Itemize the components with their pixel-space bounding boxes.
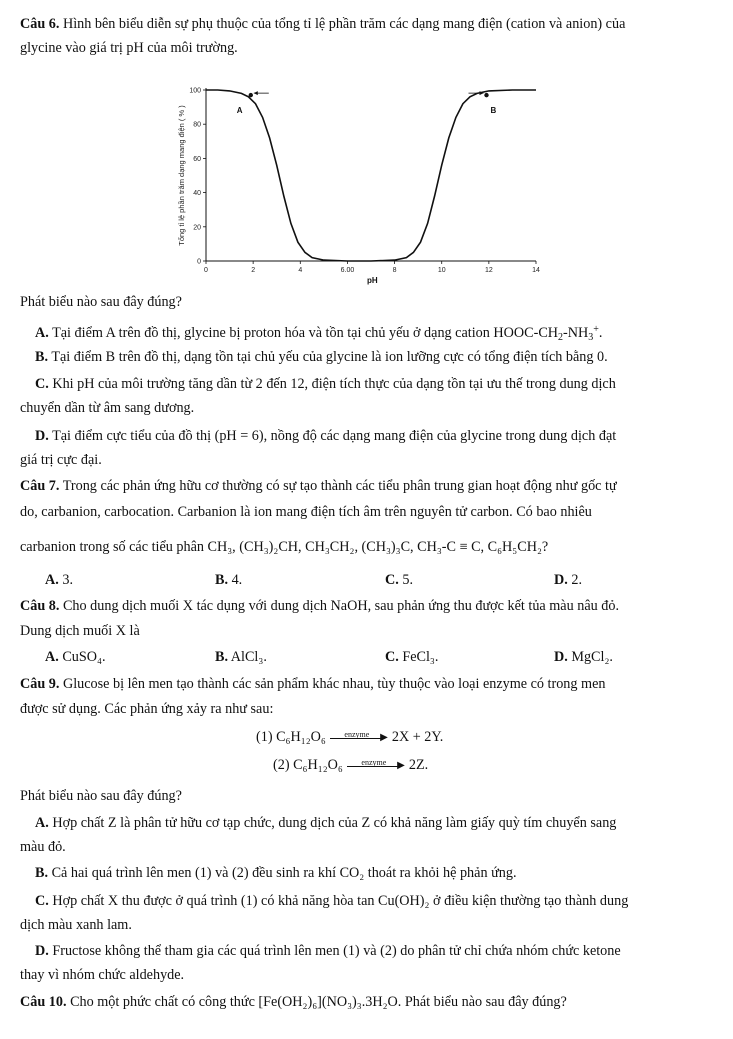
q8-line2: Dung dịch muối X là bbox=[20, 623, 140, 639]
chart-xlabel: pH bbox=[367, 276, 378, 285]
q6-stem-line2: glycine vào giá trị pH của môi trường. bbox=[20, 40, 238, 56]
q9-option-b bbox=[35, 863, 517, 883]
q6-option-b-text: Tại điểm B trên đồ thị, dạng tồn tại chủ yếu của glycine là ion lưỡng cực có tổng điện tích bằng 0. bbox=[51, 349, 608, 365]
q9-line2: được sử dụng. Các phản ứng xảy ra như sau: bbox=[20, 701, 274, 717]
q8-text-line1: Cho dung dịch muối X tác dụng với dung dịch NaOH, sau phản ứng thu được kết tủa màu nâu đỏ. bbox=[62, 598, 619, 614]
q9-text-line1: Glucose bị lên men tạo thành các sản phẩm khác nhau, tùy thuộc vào loại enzyme có trong men bbox=[62, 676, 606, 692]
arrow-enzyme-label: enzyme bbox=[361, 757, 387, 767]
q7-option-a bbox=[45, 570, 73, 590]
q6-option-c-label: C. bbox=[35, 376, 49, 392]
q6-option-d-text: Tại điểm cực tiểu của đồ thị (pH = 6), nồng độ các dạng mang điện của glycine trong dung dịch đạt bbox=[52, 428, 617, 444]
q8-option-d-label: D. bbox=[554, 649, 568, 665]
q6-option-d-line2: giá trị cực đại. bbox=[20, 452, 102, 468]
q8-option-b bbox=[215, 647, 267, 667]
q6-option-b bbox=[35, 347, 608, 367]
q6-option-a-sup: + bbox=[593, 324, 599, 335]
q6-option-c-line2: chuyển dần từ âm sang dương. bbox=[20, 400, 195, 416]
reaction-arrow-icon: enzyme ▶ bbox=[347, 759, 405, 773]
q8-option-c-value: FeCl₃. bbox=[402, 649, 439, 665]
q6-option-d-label: D. bbox=[35, 428, 49, 444]
q9-reaction-2-lhs: (2) C₆H₁₂O₆ bbox=[273, 757, 343, 773]
x-tick-label: 14 bbox=[532, 267, 540, 274]
q9-option-d-line1 bbox=[35, 941, 621, 961]
q7-text-line1: Trong các phản ứng hữu cơ thường có sự tạo thành các tiểu phân trung gian hoạt động như gốc tự bbox=[62, 478, 617, 494]
q10-text: Cho một phức chất có công thức [Fe(OH₂)₆](NO₃)₃.3H₂O. Phát biểu nào sau đây đúng? bbox=[70, 994, 567, 1010]
chart-ylabel: Tổng tỉ lệ phần trăm dạng mang điện ( % ) bbox=[177, 105, 186, 246]
q8-option-b-value: AlCl₃. bbox=[230, 649, 267, 665]
q9-reaction-1-rhs: 2X + 2Y. bbox=[391, 729, 444, 745]
q7-option-d-value: 2. bbox=[571, 572, 582, 588]
q7-option-c-label: C. bbox=[385, 572, 399, 588]
q9-option-c-line2: dịch màu xanh lam. bbox=[20, 917, 132, 933]
q7-text-line3: carbanion trong số các tiểu phân bbox=[20, 539, 204, 555]
q9-reaction-2 bbox=[273, 755, 428, 775]
q9-option-c-text: Hợp chất X thu được ở quá trình (1) có khả năng hòa tan Cu(OH)₂ ở điều kiện thường tạo thành dung bbox=[52, 893, 629, 909]
q6-option-a-end: . bbox=[598, 325, 603, 341]
y-tick-label: 20 bbox=[193, 224, 201, 232]
q8-option-a bbox=[45, 647, 106, 667]
q7-number: Câu 7. bbox=[20, 478, 60, 494]
y-tick-label: 100 bbox=[189, 87, 201, 95]
y-tick-label: 0 bbox=[197, 258, 201, 266]
q6-stem-text: Hình bên biểu diễn sự phụ thuộc của tổng tỉ lệ phần trăm các dạng mang điện (cation và anion) của bbox=[62, 16, 626, 32]
x-tick-label: 2 bbox=[251, 267, 256, 274]
q8-number: Câu 8. bbox=[20, 598, 60, 614]
q9-reaction-1 bbox=[256, 727, 443, 747]
y-tick-label: 40 bbox=[193, 190, 201, 198]
q10-line bbox=[20, 992, 567, 1012]
q9-prompt: Phát biểu nào sau đây đúng? bbox=[20, 788, 182, 804]
y-tick-label: 60 bbox=[193, 155, 201, 163]
point-a-arrowhead bbox=[254, 91, 258, 95]
q9-option-a-line2: màu đỏ. bbox=[20, 839, 66, 855]
chart-annotation-a: A bbox=[236, 105, 243, 115]
q6-option-a-sub2: 3 bbox=[588, 332, 594, 343]
q7-option-b-value: 4. bbox=[231, 572, 243, 588]
x-tick-label: 0 bbox=[204, 267, 208, 274]
q6-option-a-mid: -NH bbox=[563, 325, 589, 341]
q7-option-d bbox=[554, 570, 582, 590]
q6-number: Câu 6. bbox=[20, 16, 60, 32]
y-tick-label: 80 bbox=[193, 121, 201, 129]
q7-option-b-label: B. bbox=[215, 572, 229, 588]
q8-option-a-value: CuSO₄. bbox=[62, 649, 106, 665]
q8-option-c bbox=[385, 647, 438, 667]
q6-option-a-sub: 2 bbox=[558, 332, 564, 343]
q9-line1 bbox=[20, 674, 605, 694]
reaction-arrow-icon: enzyme ▶ bbox=[330, 731, 388, 745]
q9-option-d-label: D. bbox=[35, 943, 49, 959]
q9-option-b-label: B. bbox=[35, 865, 49, 881]
q7-option-a-label: A. bbox=[45, 572, 59, 588]
q9-option-c-label: C. bbox=[35, 893, 49, 909]
q7-line2: do, carbanion, carbocation. Carbanion là ion mang điện tích âm trên nguyên tử carbon. Có bao nhiêu bbox=[20, 504, 592, 520]
q9-option-a-text: Hợp chất Z là phân tử hữu cơ tạp chức, dung dịch của Z có khả năng làm giấy quỳ tím chuyển sang bbox=[52, 815, 617, 831]
q9-option-d-text: Fructose không thể tham gia các quá trình lên men (1) và (2) do phân tử chỉ chứa nhóm chức ketone bbox=[52, 943, 621, 959]
q8-option-d bbox=[554, 647, 613, 667]
q9-option-b-text: Cả hai quá trình lên men (1) và (2) đều sinh ra khí CO₂ thoát ra khỏi hệ phản ứng. bbox=[51, 865, 517, 881]
q6-option-d-line1 bbox=[35, 426, 616, 446]
q9-reaction-2-rhs: 2Z. bbox=[408, 757, 429, 773]
q8-line1 bbox=[20, 596, 619, 616]
q6-option-a-label: A. bbox=[35, 325, 49, 341]
glycine-ph-chart bbox=[170, 78, 550, 288]
q6-prompt: Phát biểu nào sau đây đúng? bbox=[20, 294, 182, 310]
q8-option-d-value: MgCl₂. bbox=[571, 649, 613, 665]
x-tick-label: 6.00 bbox=[340, 267, 355, 274]
q7-line1 bbox=[20, 476, 617, 496]
point-b-marker bbox=[484, 93, 488, 97]
q6-option-a-text: Tại điểm A trên đồ thị, glycine bị proton hóa và tồn tại chủ yếu ở dạng cation HOOC-CH bbox=[52, 325, 559, 341]
q9-option-a-line1 bbox=[35, 813, 616, 833]
q9-reaction-1-lhs: (1) C₆H₁₂O₆ bbox=[256, 729, 326, 745]
q7-option-c-value: 5. bbox=[402, 572, 413, 588]
x-tick-label: 12 bbox=[484, 267, 493, 274]
x-tick-label: 8 bbox=[392, 267, 397, 274]
q8-option-a-label: A. bbox=[45, 649, 59, 665]
chart-axes bbox=[206, 88, 536, 261]
q8-option-b-label: B. bbox=[215, 649, 229, 665]
q6-option-b-label: B. bbox=[35, 349, 49, 365]
point-a-marker bbox=[249, 93, 253, 97]
q9-option-d-line2: thay vì nhóm chức aldehyde. bbox=[20, 967, 185, 983]
q6-stem-line1 bbox=[20, 14, 625, 34]
q6-option-c-line1 bbox=[35, 374, 616, 394]
chart-ticks bbox=[189, 88, 540, 275]
q7-species: CH₃, (CH₃)₂CH, CH₃CH₂, (CH₃)₃C, CH₃-C ≡ C, C₆H₅CH₂? bbox=[207, 539, 549, 555]
q6-option-c-text: Khi pH của môi trường tăng dần từ 2 đến 12, điện tích thực của dạng tồn tại ưu thế trong dung dịch bbox=[52, 376, 616, 392]
q8-option-c-label: C. bbox=[385, 649, 399, 665]
x-tick-label: 4 bbox=[298, 267, 303, 274]
q9-option-c-line1 bbox=[35, 891, 628, 911]
x-tick-label: 10 bbox=[437, 267, 446, 274]
chart-annotation-b: B bbox=[490, 105, 497, 115]
q9-option-a-label: A. bbox=[35, 815, 49, 831]
q9-number: Câu 9. bbox=[20, 676, 60, 692]
q7-option-b bbox=[215, 570, 242, 590]
q7-option-a-value: 3. bbox=[62, 572, 73, 588]
arrow-enzyme-label: enzyme bbox=[344, 729, 370, 739]
q7-option-c bbox=[385, 570, 413, 590]
chart-annotations bbox=[237, 91, 497, 115]
q7-option-d-label: D. bbox=[554, 572, 568, 588]
q7-line3 bbox=[20, 537, 548, 557]
q10-number: Câu 10. bbox=[20, 994, 67, 1010]
q6-option-a bbox=[35, 320, 602, 348]
chart-series-line bbox=[206, 90, 536, 261]
